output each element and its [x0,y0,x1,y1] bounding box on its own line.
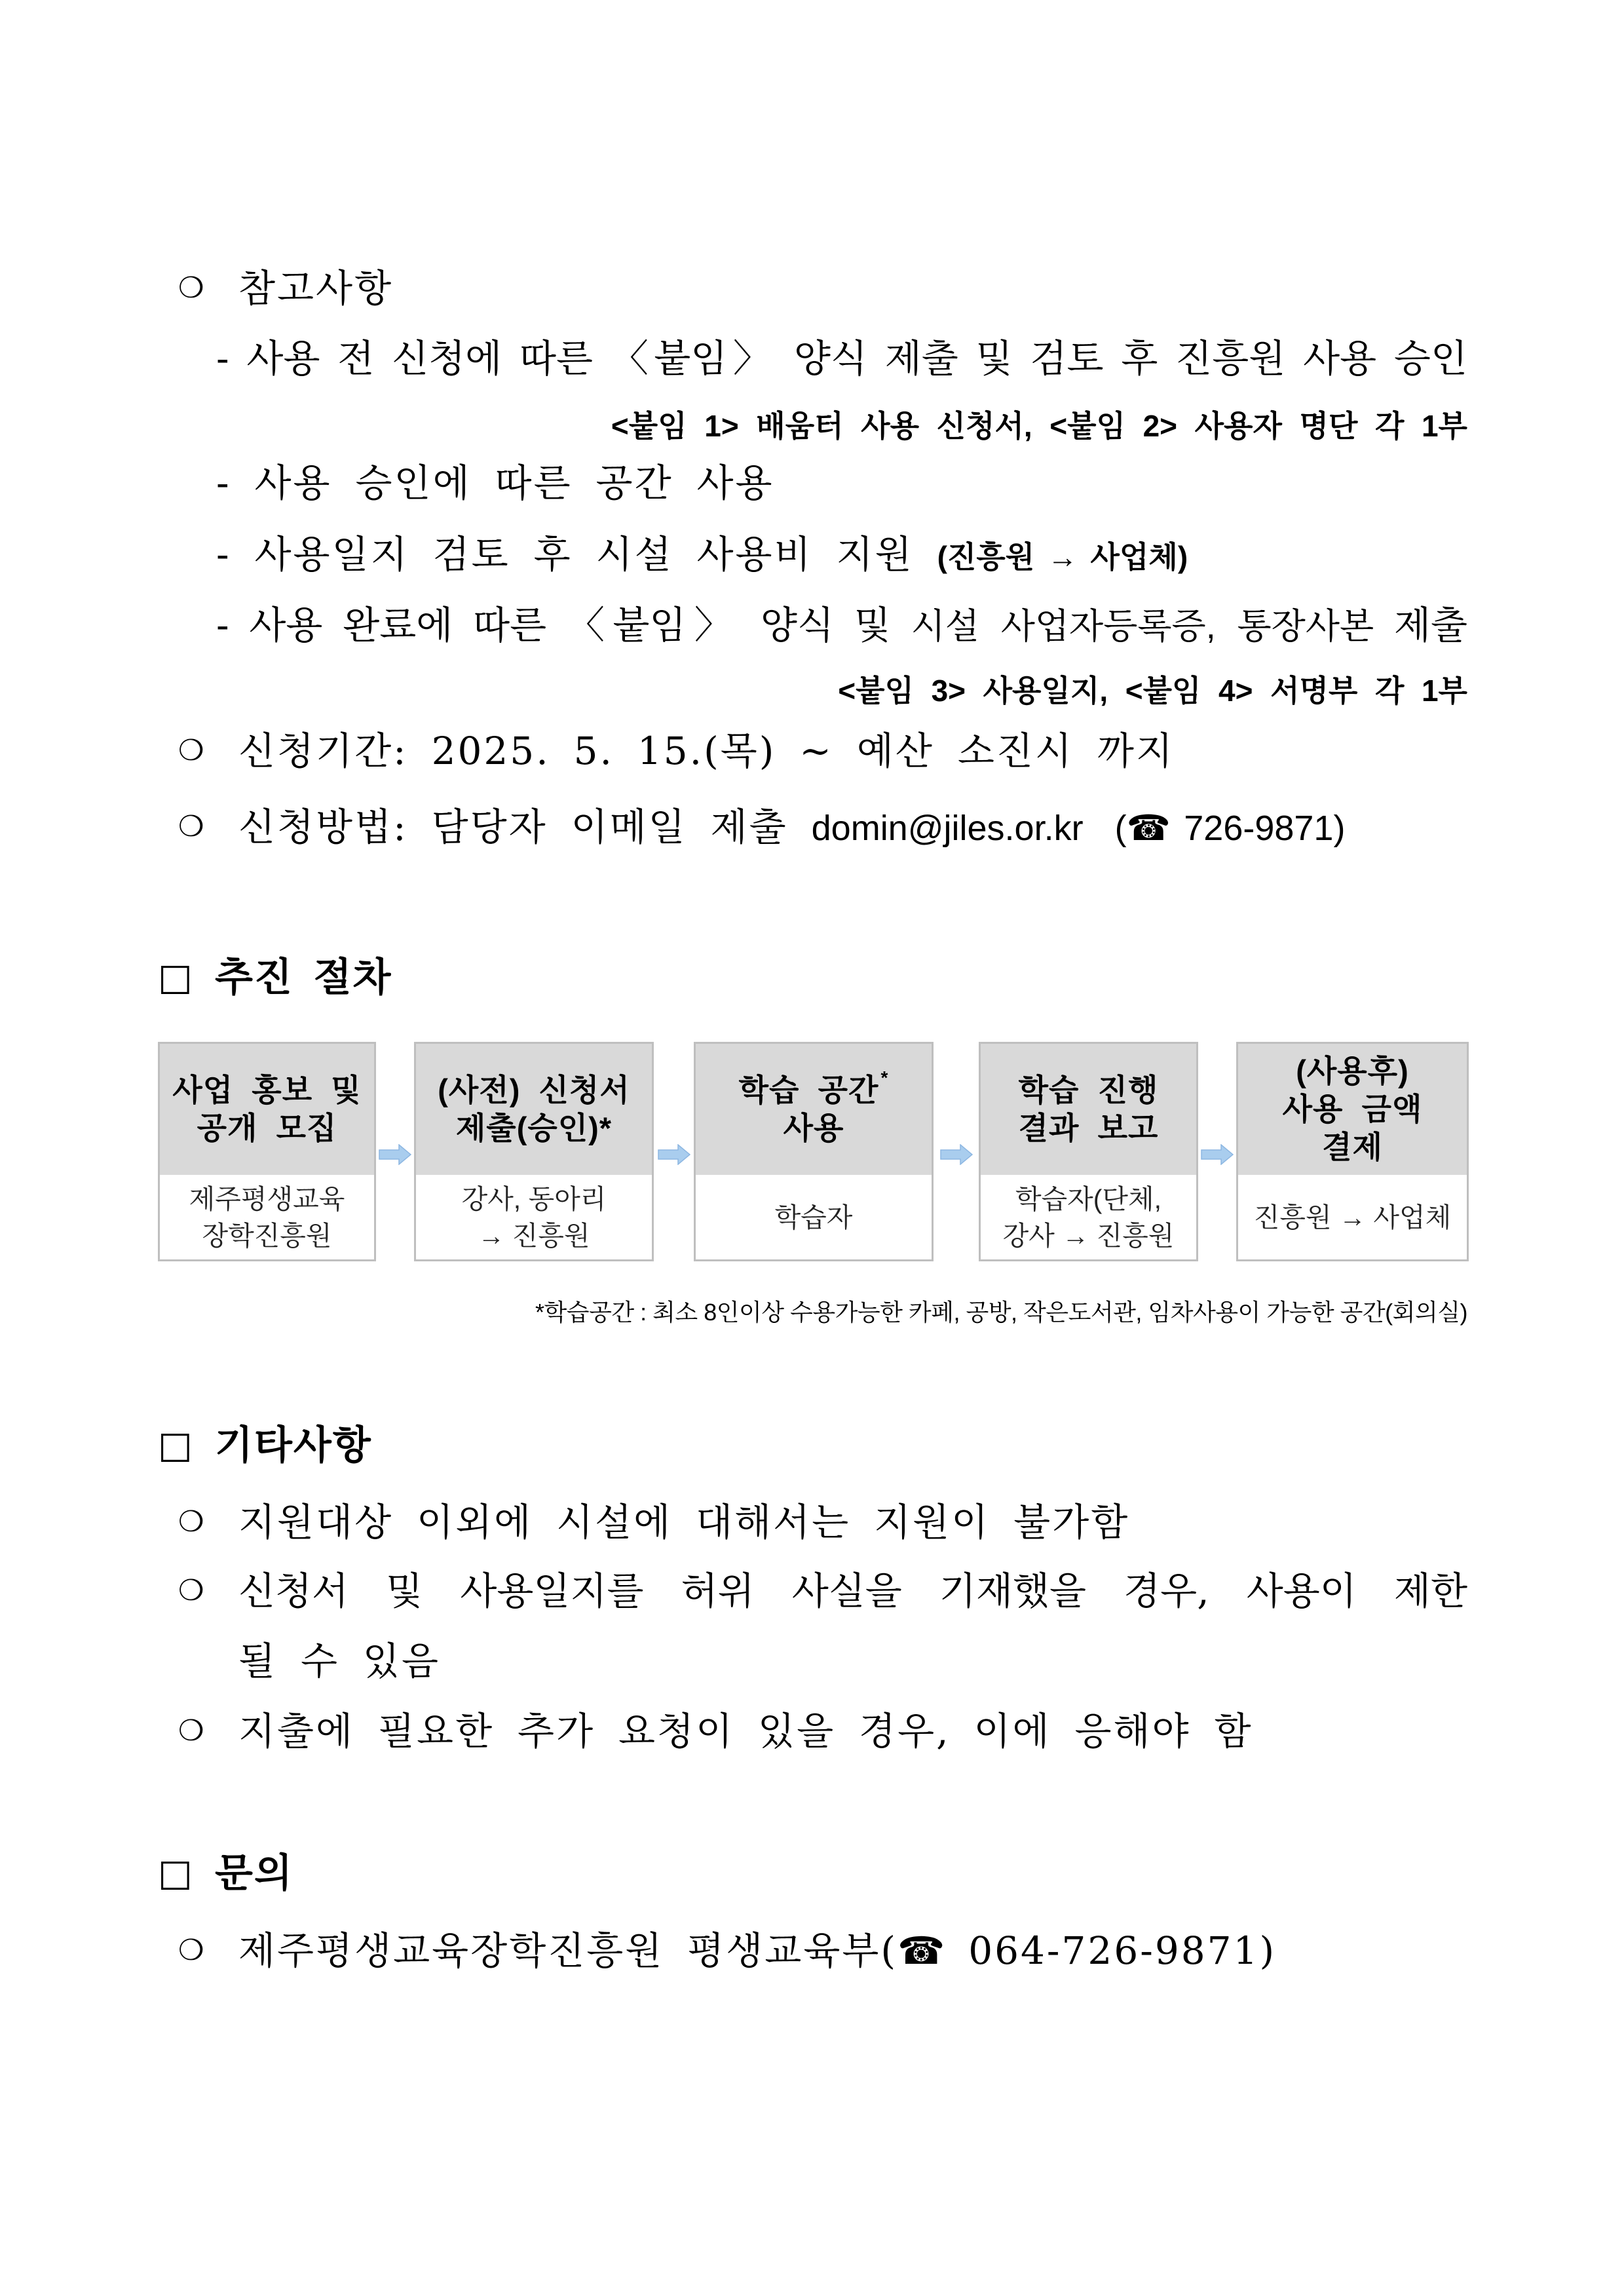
reference-approval-attachments: <붙임 1> 배움터 사용 신청서, <붙임 2> 사용자 명단 각 1부 [611,409,1467,443]
support-text: - 사용일지 검토 후 시설 사용비 지원 [216,532,914,577]
step-title-text: 학습 공간 [738,1073,879,1107]
phone-icon: ☎ [1126,807,1171,849]
completion-text: - 사용 완료에 따른 〈붙임〉 양식 및 [216,603,891,647]
step-title-line: 사용 [783,1111,844,1145]
reference-item-space-use: - 사용 승인에 따른 공간 사용 [216,461,774,505]
step-actor-line: 학습자 [774,1202,853,1233]
phone-close-paren: ) [1333,809,1346,848]
inquiry-line [238,1924,1276,1977]
step-actor [1238,1175,1467,1259]
misc-item [178,1496,1129,1548]
bullet-circle-icon: ❍ [178,1714,204,1748]
misc-item-text: 지원대상 이외에 시설에 대해서는 지원이 불가함 [238,1500,1130,1544]
phone-number: 064-726-9871 [968,1928,1260,1973]
procedure-step-promotion [158,1042,376,1261]
reference-item-approval: - 사용 전 신청에 따른 〈붙임〉 양식 제출 및 검토 후 진흥원 사용 승인 [216,336,1467,381]
misc-item-text: 신청서 및 사용일지를 허위 사실을 기재했을 경우, 사용이 제한 [238,1569,1467,1613]
phone-open-paren: ( [880,1928,898,1973]
step-actor [160,1175,374,1259]
procedure-footnote: *학습공간 : 최소 8인이상 수용가능한 카페, 공방, 작은도서관, 임차사용이 가능한 공간(회의실) [535,1299,1467,1326]
step-actor-line: 강사 → 진흥원 [1002,1220,1175,1251]
footnote-mark: * [880,1067,889,1088]
step-title-line [738,1067,889,1109]
reference-item-completion [216,599,1467,651]
step-title-line: 결과 보고 [1018,1111,1159,1145]
step-title [160,1044,374,1175]
step-actor-line: 진흥원 → 사업체 [1253,1202,1452,1233]
reference-title: 참고사항 [238,266,394,311]
bullet-circle-icon: ❍ [178,810,204,843]
step-actor [696,1175,932,1259]
step-actor-line: → 진흥원 [478,1220,590,1251]
step-title [696,1044,932,1175]
reference-heading [178,262,393,315]
application-period-text: 신청기간: 2025. 5. 15.(목) ~ 예산 소진시 까지 [238,729,1175,773]
phone-icon: ☎ [897,1928,945,1973]
procedure-step-application [414,1042,654,1261]
section-title: 문의 [215,1851,293,1895]
flow-arrow-icon [1201,1144,1234,1165]
step-title-line: 결제 [1322,1130,1383,1164]
step-actor-line: 학습자(단체, [1015,1183,1162,1214]
section-title: 기타사항 [215,1423,372,1467]
procedure-step-report [979,1042,1198,1261]
application-period [178,725,1175,777]
completion-documents-inline: 시설 사업자등록증, 통장사본 [911,607,1374,646]
flow-arrow-icon [658,1144,690,1165]
reference-item-support [216,528,1188,581]
misc-item [178,1565,1467,1617]
step-actor-line: 강사, 동아리 [461,1183,607,1214]
phone-number: 726-9871 [1184,809,1334,848]
phone-close-paren: ) [1259,1928,1277,1973]
step-actor [416,1175,652,1259]
support-flow: (진흥원 → 사업체) [937,540,1188,574]
phone-open-paren: ( [1114,809,1127,848]
section-square-icon: □ [158,1424,193,1466]
contact-email: domin@jiles.or.kr [811,809,1084,848]
application-method [178,801,1345,853]
bullet-circle-icon: ❍ [178,734,204,767]
step-title [981,1044,1196,1175]
misc-item [178,1705,1253,1757]
section-title: 추진 절차 [215,955,392,999]
procedure-step-payment [1236,1042,1469,1261]
application-method-text: 신청방법: 담당자 이메일 제출 [238,805,788,849]
bullet-circle-icon: ❍ [178,1934,204,1967]
step-title [1238,1044,1467,1175]
section-inquiry-heading [158,1844,293,1903]
misc-item-text: 지출에 필요한 추가 요청이 있을 경우, 이에 응해야 함 [238,1709,1253,1753]
step-title-line: 학습 진행 [1018,1073,1159,1107]
reference-completion-attachments: <붙임 3> 사용일지, <붙임 4> 서명부 각 1부 [838,674,1467,708]
step-title-line: 공개 모집 [197,1111,337,1145]
section-misc-heading [158,1416,372,1475]
inquiry-item [178,1924,1276,1977]
section-procedure-heading [158,948,392,1007]
bullet-circle-icon: ❍ [178,1574,204,1607]
step-actor-line: 제주평생교육 [189,1183,345,1214]
step-actor [981,1175,1196,1259]
step-title-line: 사업 홍보 및 [172,1073,362,1107]
procedure-step-space-use [694,1042,934,1261]
flow-arrow-icon [940,1144,973,1165]
flow-arrow-icon [379,1144,411,1165]
step-actor-line: 장학진흥원 [202,1220,332,1251]
completion-end: 제출 [1393,603,1468,647]
step-title [416,1044,652,1175]
section-square-icon: □ [158,956,193,999]
bullet-circle-icon: ❍ [178,271,204,305]
step-title-line: 사용 금액 [1282,1092,1423,1126]
misc-item-continuation: 될 수 있음 [238,1639,440,1683]
application-method-line [238,801,1345,853]
contact-phone [1115,809,1346,848]
step-title-line: 제출(승인)* [455,1111,613,1145]
bullet-circle-icon: ❍ [178,1505,204,1539]
inquiry-org: 제주평생교육장학진흥원 평생교육부 [238,1928,881,1973]
step-title-line: (사전) 신청서 [438,1073,630,1107]
step-title-line: (사용후) [1296,1054,1409,1088]
section-square-icon: □ [158,1852,193,1894]
